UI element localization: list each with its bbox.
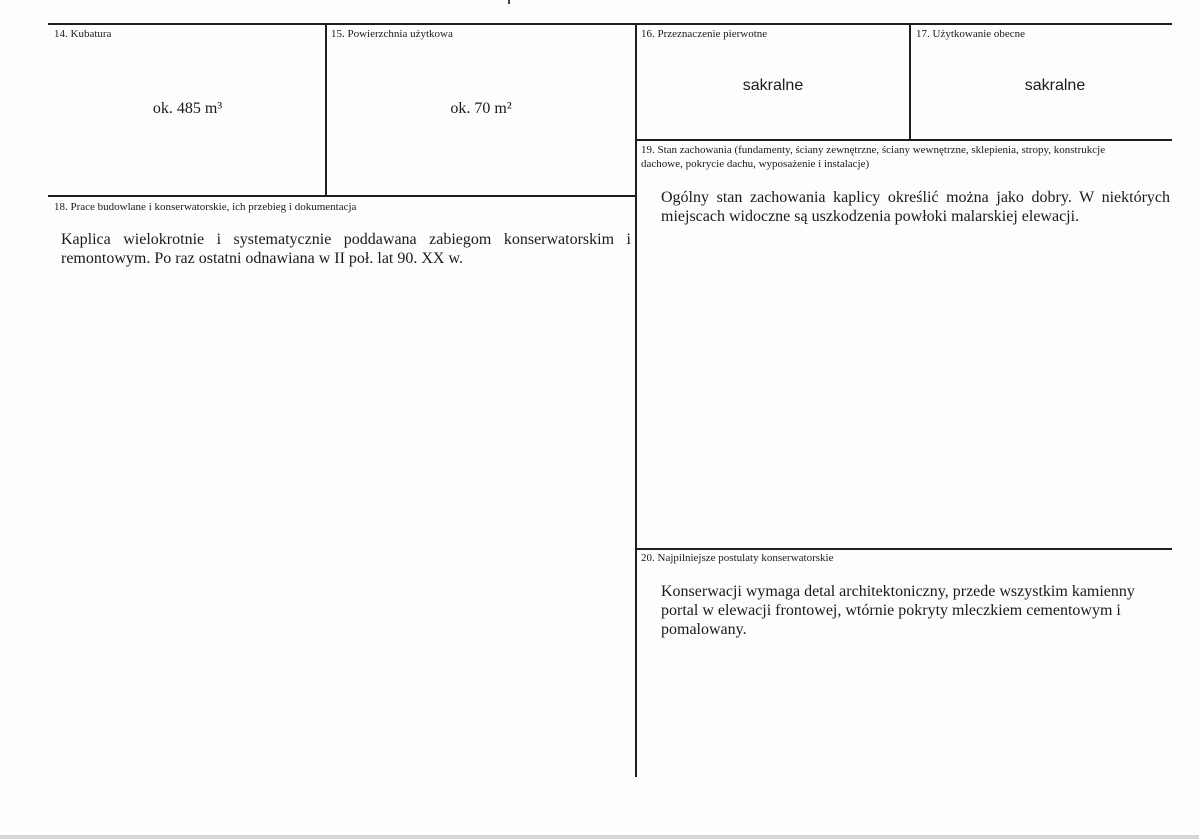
field-18-label: 18. Prace budowlane i konserwatorskie, ich przebieg i dokumentacja xyxy=(54,201,357,213)
field-20-label: 20. Najpilniejsze postulaty konserwatorskie xyxy=(641,552,834,564)
scan-mark xyxy=(508,0,510,4)
field-19-text: Ogólny stan zachowania kaplicy określić można jako dobry. W niektórych miejscach widoczne są uszkodzenia powłoki malarskiej elewacji. xyxy=(661,189,1170,225)
field-19-label: 19. Stan zachowania (fundamenty, ściany zewnętrzne, ściany wewnętrzne, sklepienia, stropy, konstrukcje dachowe, pokrycie dachu, wyposażenie i instalacje) xyxy=(641,144,1106,170)
field-15-label: 15. Powierzchnia użytkowa xyxy=(331,28,453,40)
center-divider xyxy=(635,23,637,777)
top-border-line xyxy=(48,23,1172,25)
section20-top-line xyxy=(636,548,1172,550)
field-14-label: 14. Kubatura xyxy=(54,28,112,40)
field-17-value: sakralne xyxy=(1024,77,1086,94)
field-15-value: ok. 70 m² xyxy=(450,100,512,117)
field-20-text: Konserwacji wymaga detal architektoniczny, przede wszystkim kamienny portal w elewacji frontowej, wtórnie pokryty mleczkiem cementowym i pomalowany. xyxy=(661,583,1135,638)
field-16-value: sakralne xyxy=(742,77,804,94)
row1-bottom-left-line xyxy=(48,195,636,197)
field-14-value: ok. 485 m³ xyxy=(152,100,223,117)
row1-bottom-right-line xyxy=(636,139,1172,141)
scan-edge-shade xyxy=(0,835,1199,839)
field-16-label: 16. Przeznaczenie pierwotne xyxy=(641,28,768,40)
field-17-label: 17. Użytkowanie obecne xyxy=(916,28,1026,40)
field-18-text: Kaplica wielokrotnie i systematycznie poddawana zabiegom konserwatorskim i remontowym. Po raz ostatni odnawiana w II poł. lat 90. XX w. xyxy=(61,231,631,267)
